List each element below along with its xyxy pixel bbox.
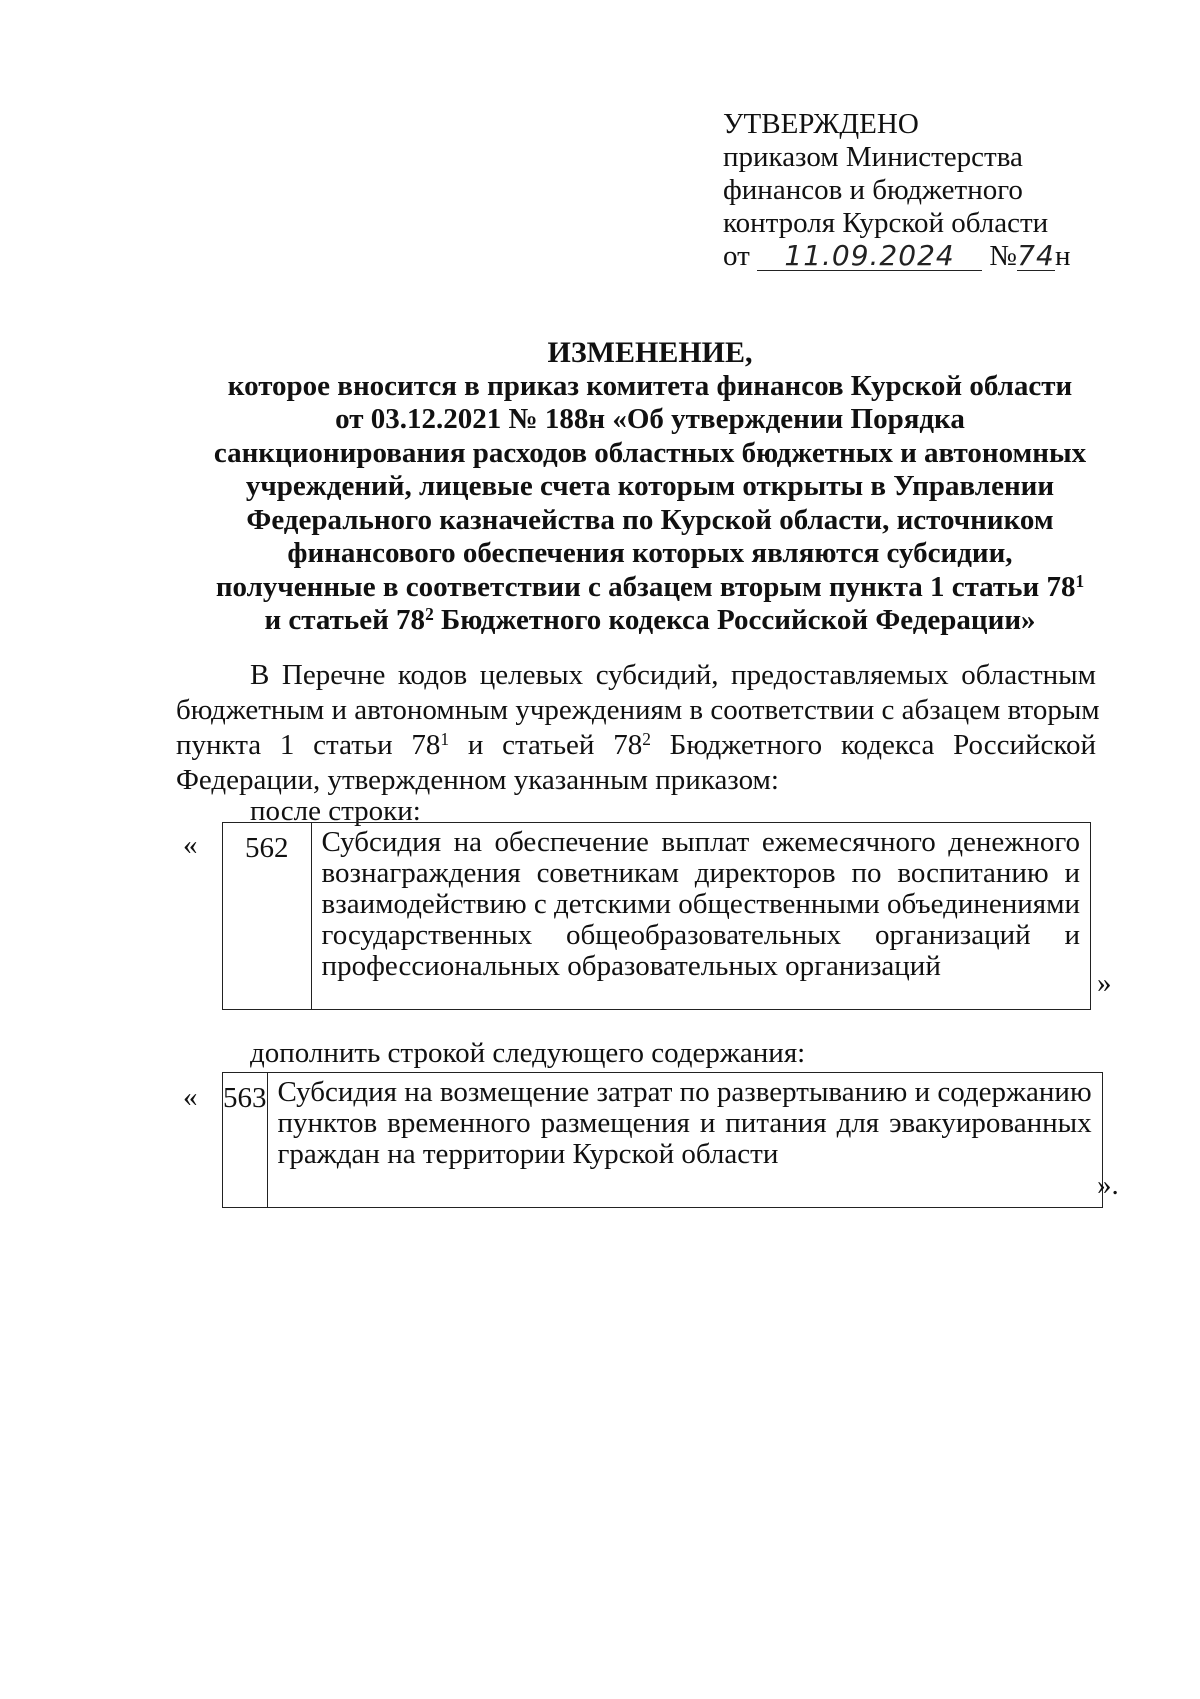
row-description-cell bbox=[267, 1073, 1102, 1208]
title-line-6: финансового обеспечения которых являются субсидии, bbox=[287, 537, 1013, 569]
row-desc-line: государственных общеобразовательных организаций и bbox=[321, 919, 1080, 951]
body-line-4: Федерации, утвержденном указанным приказом: bbox=[176, 764, 779, 796]
body-line-3-sup1: 1 bbox=[440, 729, 450, 750]
approval-heading: УТВЕРЖДЕНО bbox=[723, 108, 919, 140]
approval-line-2: финансов и бюджетного bbox=[723, 174, 1023, 206]
title-line-8-text-a: и статьей 78 bbox=[264, 604, 426, 636]
title-line-3: санкционирования расходов областных бюджетных и автономных bbox=[213, 436, 1087, 469]
document-title bbox=[190, 336, 1110, 638]
body-line-3 bbox=[176, 728, 1096, 763]
approval-date-line bbox=[723, 240, 1103, 273]
body-line-3-c: Бюджетного кодекса Российской bbox=[650, 729, 1096, 761]
row-desc-line: пунктов временного размещения и питания для эвакуированных bbox=[277, 1107, 1092, 1139]
title-line-2: от 03.12.2021 № 188н «Об утверждении Порядка bbox=[335, 403, 965, 435]
title-line-7-sup: 1 bbox=[1075, 570, 1085, 591]
title-line-7 bbox=[190, 571, 1110, 605]
table-row bbox=[223, 1073, 1103, 1208]
body-line-1: В Перечне кодов целевых субсидий, предоставляемых областным bbox=[250, 659, 1096, 691]
row-description-cell bbox=[311, 823, 1090, 1010]
title-main: ИЗМЕНЕНИЕ, bbox=[547, 336, 753, 369]
row-code: 562 bbox=[245, 832, 289, 864]
body-line-2: бюджетным и автономным учреждениям в соответствии с абзацем вторым bbox=[176, 694, 1100, 726]
date-prefix: от bbox=[723, 240, 750, 272]
handwritten-number: 74 bbox=[1017, 239, 1055, 272]
title-line-8 bbox=[190, 604, 1110, 638]
row-desc-line: профессиональных образовательных организаций bbox=[321, 950, 941, 982]
after-row-label: после строки: bbox=[250, 795, 421, 827]
approval-line-1: приказом Министерства bbox=[723, 141, 1023, 173]
table-row bbox=[223, 823, 1091, 1010]
row-code: 563 bbox=[223, 1082, 267, 1114]
row-table-562 bbox=[222, 822, 1091, 1010]
body-line-3-sup2: 2 bbox=[642, 729, 651, 750]
append-label: дополнить строкой следующего содержания: bbox=[250, 1037, 806, 1069]
approval-stamp bbox=[723, 108, 1103, 273]
row-desc-line: Субсидия на возмещение затрат по развертыванию и содержанию bbox=[277, 1076, 1092, 1108]
open-quote-562: « bbox=[183, 829, 198, 861]
title-line-1: которое вносится в приказ комитета финансов Курской области bbox=[227, 369, 1073, 402]
body-paragraph bbox=[176, 658, 1100, 798]
body-line-3-b: и статьей 78 bbox=[449, 729, 643, 761]
row-desc-line: граждан на территории Курской области bbox=[277, 1138, 779, 1170]
title-line-4: учреждений, лицевые счета которым открыты в Управлении bbox=[245, 470, 1055, 502]
row-desc-line: вознаграждения советникам директоров по воспитанию и bbox=[321, 857, 1080, 889]
number-prefix: № bbox=[989, 240, 1017, 272]
close-quote-563: ». bbox=[1097, 1169, 1119, 1201]
body-line-3-a: пункта 1 статьи 78 bbox=[176, 729, 441, 761]
close-quote-562: » bbox=[1097, 967, 1112, 999]
title-line-5: Федерального казначейства по Курской области, источником bbox=[246, 503, 1054, 536]
row-desc-line: Субсидия на обеспечение выплат ежемесячного денежного bbox=[321, 826, 1080, 858]
number-suffix: н bbox=[1054, 240, 1071, 272]
title-line-8-sup: 2 bbox=[425, 604, 434, 625]
row-desc-line: взаимодействию с детскими общественными объединениями bbox=[321, 888, 1080, 920]
row-code-cell bbox=[223, 823, 312, 1010]
approval-line-3: контроля Курской области bbox=[723, 207, 1049, 239]
open-quote-563: « bbox=[183, 1081, 198, 1113]
row-table-563 bbox=[222, 1072, 1103, 1208]
row-code-cell bbox=[223, 1073, 268, 1208]
handwritten-date: 11.09.2024 bbox=[757, 242, 982, 271]
title-line-8-text-b: Бюджетного кодекса Российской Федерации» bbox=[433, 604, 1036, 636]
title-line-7-text: полученные в соответствии с абзацем вторым пункта 1 статьи 78 bbox=[215, 570, 1076, 603]
